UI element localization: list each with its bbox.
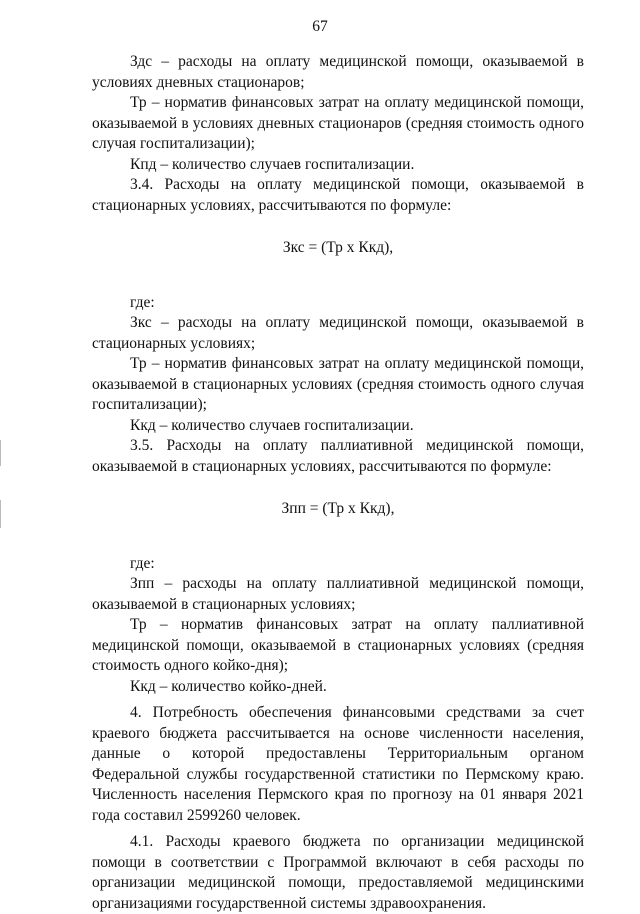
paragraph-section-3-4: 3.4. Расходы на оплату медицинской помощи, оказываемой в стационарных условиях, рассчитываются по формуле:	[92, 176, 584, 214]
page-number: 67	[312, 18, 328, 35]
paragraph-tr-day-hospital: Тр – норматив финансовых затрат на оплату медицинской помощи, оказываемой в условиях дневных стационаров (средняя стоимость одного случая госпитализации);	[92, 94, 584, 152]
paragraph-tr-palliative: Тр – норматив финансовых затрат на оплату паллиативной медицинской помощи, оказываемой в стационарных условиях (средняя стоимость одного койко-дня);	[92, 616, 584, 674]
paragraph-section-4-1: 4.1. Расходы краевого бюджета по организации медицинской помощи в соответствии с Программой включают в себя расходы по организации медицинской помощи, предоставляемой медицинскими организациями государственной системы здравоохранения.	[92, 833, 584, 912]
scan-edge-mark	[0, 440, 1, 466]
paragraph-zks-definition: Зкс – расходы на оплату медицинской помощи, оказываемой в стационарных условиях;	[92, 314, 584, 352]
scan-edge-mark	[0, 500, 1, 528]
paragraph-section-4: 4. Потребность обеспечения финансовыми средствами за счет краевого бюджета рассчитывается на основе численности населения, данные о которой предоставлены Территориальным органом Федеральной службы государственной статистики по Пермскому краю. Численность населения Пермского края по прогнозу на 01 января 2021 года составил 2599260 человек.	[92, 704, 584, 824]
document-body	[92, 52, 584, 914]
paragraph-tr-inpatient: Тр – норматив финансовых затрат на оплату медицинской помощи, оказываемой в стационарных условиях (средняя стоимость одного случая госпитализации);	[92, 355, 584, 413]
paragraph-section-3-5: 3.5. Расходы на оплату паллиативной медицинской помощи, оказываемой в стационарных условиях, рассчитываются по формуле:	[92, 437, 584, 475]
paragraph-kpd-definition: Кпд – количество случаев госпитализации.	[130, 155, 415, 173]
paragraph-kkd-cases: Ккд – количество случаев госпитализации.	[130, 416, 414, 434]
paragraph-kkd-bed-days: Ккд – количество койко-дней.	[130, 677, 327, 695]
formula-zpp: Зпп = (Тр x Ккд),	[281, 500, 395, 517]
paragraph-zpp-definition: Зпп – расходы на оплату паллиативной медицинской помощи, оказываемой в стационарных условиях;	[92, 575, 584, 613]
formula-zks: Зкс = (Тр x Ккд),	[282, 239, 394, 256]
paragraph-where-1: где:	[130, 293, 155, 311]
paragraph-where-2: где:	[130, 554, 155, 572]
paragraph-zds-definition: Здс – расходы на оплату медицинской помощи, оказываемой в условиях дневных стационаров;	[92, 53, 584, 91]
